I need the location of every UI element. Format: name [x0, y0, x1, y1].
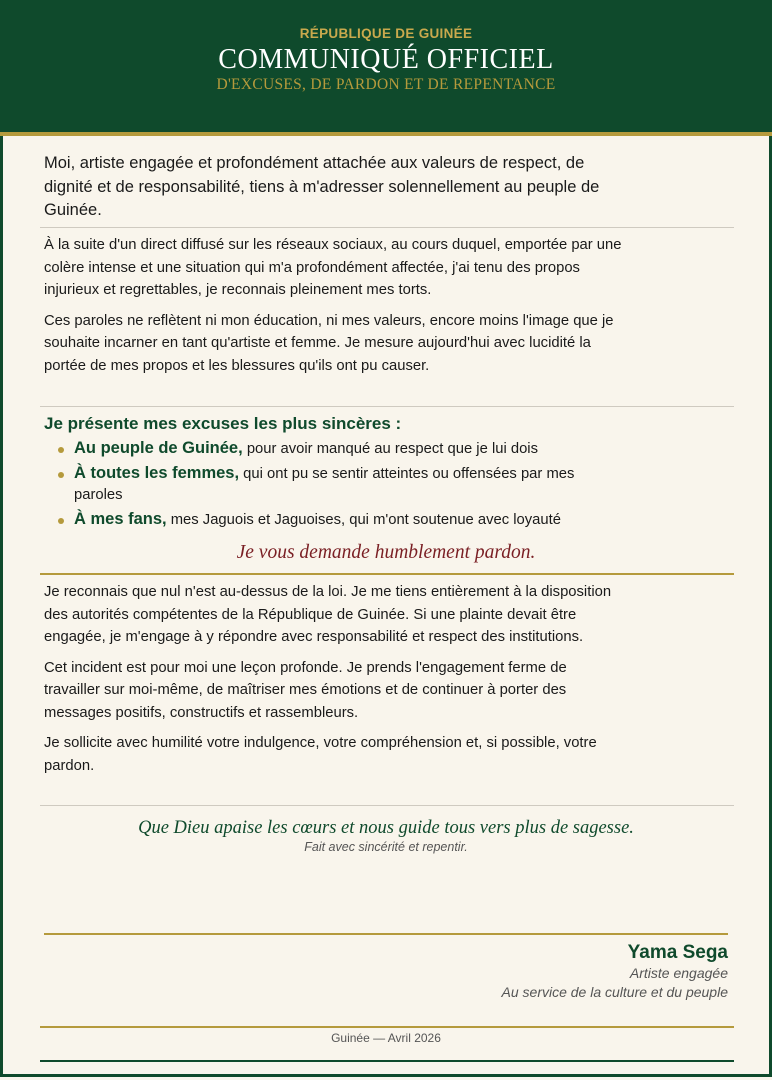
- commitment-paragraph: Je sollicite avec humilité votre indulgence, votre compréhension et, si possible, votre pardon.: [44, 735, 597, 774]
- divider: [40, 1060, 734, 1062]
- document-title: COMMUNIQUÉ OFFICIEL: [218, 44, 554, 75]
- bullet-icon: [58, 472, 64, 478]
- closing-prayer: Que Dieu apaise les cœurs et nous guide tous vers plus de sagesse.: [138, 818, 634, 838]
- intro-paragraph: Moi, artiste engagée et profondément attachée aux valeurs de respect, de dignité et de responsabilité, tiens à m'adresser solennellement au peuple de Guinée.: [44, 154, 600, 219]
- header-banner: [0, 0, 772, 136]
- bullet-icon: [58, 518, 64, 524]
- list-item: [58, 463, 618, 506]
- excuse-reason: pour avoir manqué au respect que je lui dois: [242, 441, 538, 457]
- commitment-section: [44, 581, 624, 785]
- commitment-paragraph: Je reconnais que nul n'est au-dessus de la loi. Je me tiens entièrement à la disposition des autorités compétentes de la République de Guinée. Si une plainte devait être engagée, je m'engage à y répondre avec responsabilité et respect des institutions.: [44, 584, 612, 645]
- commitment-paragraph: Cet incident est pour moi une leçon profonde. Je prends l'engagement ferme de travailler sur moi-même, de maîtriser mes émotions et de continuer à porter des messages positifs, constructifs et rassembleurs.: [44, 659, 567, 721]
- context-paragraph: À la suite d'un direct diffusé sur les réseaux sociaux, au cours duquel, emportée par une colère intense et une situation qui m'a profondément affectée, j'ai tenu des propos injurieux et regrettables, je reconnais pleinement mes torts.: [44, 237, 622, 298]
- signature-name: Yama Sega: [627, 942, 728, 963]
- divider: [40, 406, 734, 407]
- excuses-heading: Je présente mes excuses les plus sincères :: [44, 414, 402, 433]
- signature-role: Artiste engagée: [629, 965, 728, 981]
- signature-motto: Au service de la culture et du peuple: [501, 984, 728, 1000]
- divider: [40, 573, 734, 575]
- excuses-list: [58, 438, 618, 534]
- list-item: [58, 438, 618, 460]
- list-item: [58, 509, 618, 531]
- signature-block: [502, 942, 728, 1002]
- excuse-recipient: À mes fans,: [74, 510, 167, 528]
- closing-note: Fait avec sincérité et repentir.: [304, 840, 468, 854]
- context-section: [44, 234, 624, 385]
- divider: [40, 1026, 734, 1028]
- country-label: RÉPUBLIQUE DE GUINÉE: [299, 26, 473, 41]
- excuse-reason: mes Jaguois et Jaguoises, qui m'ont soutenue avec loyauté: [166, 512, 561, 528]
- excuse-recipient: Au peuple de Guinée,: [74, 439, 243, 457]
- bullet-icon: [58, 447, 64, 453]
- pardon-statement: Je vous demande humblement pardon.: [236, 542, 536, 563]
- footer-place-date: Guinée — Avril 2026: [331, 1031, 441, 1045]
- excuse-recipient: À toutes les femmes,: [74, 464, 240, 482]
- document-subtitle: D'EXCUSES, DE PARDON ET DE REPENTANCE: [216, 76, 556, 93]
- divider: [40, 805, 734, 806]
- excuse-reason: qui ont pu se sentir atteintes ou offensées par mes paroles: [74, 466, 575, 503]
- divider: [40, 227, 734, 228]
- divider: [44, 933, 728, 935]
- context-paragraph: Ces paroles ne reflètent ni mon éducation, ni mes valeurs, encore moins l'image que je souhaite incarner en tant qu'artiste et femme. Je mesure aujourd'hui avec lucidité la portée de mes propos et les blessures qu'ils ont pu causer.: [44, 312, 614, 374]
